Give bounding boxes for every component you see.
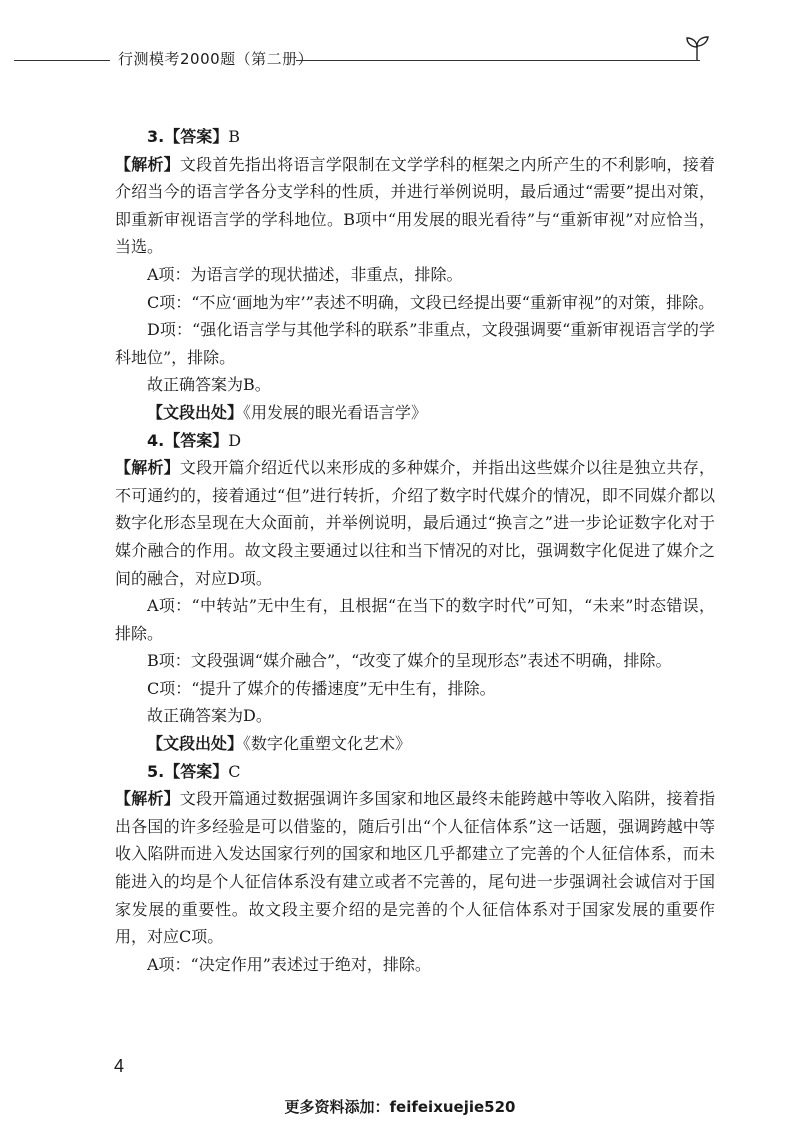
paragraph-text: C项：“提升了媒介的传播速度”无中生有，排除。: [147, 678, 496, 698]
paragraph-label: 3.【答案】: [147, 127, 229, 146]
paragraph-text: 《用发展的眼光看语言学》: [243, 402, 428, 422]
paragraph-text: A项：“决定作用”表述过于绝对，排除。: [147, 954, 431, 974]
paragraph-label: 4.【答案】: [147, 430, 229, 450]
paragraph-text: 文段首先指出将语言学限制在文学学科的框架之内所产生的不利影响，接着介绍当今的语言学各分支学科的性质，并进行举例说明，最后通过“需要”提出对策，即重新审视语言学的学科地位。B项中“用发展的眼光看待”与“重新审视”对应恰当，当选。: [115, 154, 715, 257]
paragraph-text: A项：“中转站”无中生有，且根据“在当下的数字时代”可知，“未来”时态错误，排除。: [115, 596, 715, 643]
paragraph-label: 【解析】: [115, 789, 180, 809]
paragraph-text: 文段开篇通过数据强调许多国家和地区最终未能跨越中等收入陷阱，接着指出各国的许多经验是可以借鉴的，随后引出“个人征信体系”这一话题，强调跨越中等收入陷阱而进入发达国家行列的国家和地区几乎都建立了完善的个人征信体系，而未能进入的均是个人征信体系没有建立或者不完善的，尾句进一步强调社会诚信对于国家发展的重要性。故文段主要介绍的是完善的个人征信体系对于国家发展的重要作用，对应C项。: [115, 789, 715, 947]
paragraph-text: A项：为语言学的现状描述，非重点，排除。: [147, 264, 463, 284]
paragraph: [115, 427, 715, 455]
paragraph-text: 《数字化重塑文化艺术》: [243, 734, 412, 754]
paragraph: [115, 702, 715, 730]
paragraph: [115, 371, 715, 399]
paragraph: [115, 647, 715, 675]
paragraph-label: 【文段出处】: [147, 402, 244, 422]
paragraph: [115, 123, 715, 151]
paragraph: [115, 261, 715, 289]
paragraph-text: B: [228, 127, 240, 146]
book-title: 行测模考2000题（第二册）: [118, 50, 314, 68]
footer-note: [0, 1096, 800, 1117]
paragraph-text: C项：“不应‘画地为牢’”表述不明确，文段已经提出要“重新审视”的对策，排除。: [147, 292, 715, 312]
paragraph-label: 【解析】: [115, 154, 180, 174]
sprout-icon: [682, 32, 712, 62]
paragraph: [115, 730, 715, 758]
paragraph: [115, 675, 715, 703]
header-rule-left: [14, 60, 110, 61]
paragraph-text: 故正确答案为D。: [147, 706, 272, 726]
paragraph-text: D项：“强化语言学与其他学科的联系”非重点，文段强调要“重新审视语言学的学科地位”，排除。: [115, 320, 715, 367]
page-number: 4: [114, 1056, 125, 1076]
running-header: [0, 46, 800, 70]
answer-explanations: [115, 123, 715, 978]
paragraph: [115, 289, 715, 317]
footer-contact: feifeixuejie520: [389, 1098, 516, 1116]
paragraph: [115, 454, 715, 592]
paragraph-text: B项：文段强调“媒介融合”，“改变了媒介的呈现形态”表述不明确，排除。: [147, 651, 672, 671]
paragraph: [115, 785, 715, 951]
paragraph: [115, 151, 715, 261]
footer-prefix: 更多资料添加：: [284, 1098, 390, 1116]
paragraph-text: D: [228, 430, 242, 450]
paragraph: [115, 951, 715, 979]
paragraph-label: 【解析】: [115, 458, 180, 478]
paragraph-text: C: [228, 761, 241, 781]
paragraph: [115, 316, 715, 371]
header-rule-right: [296, 60, 700, 61]
paragraph-label: 【文段出处】: [147, 734, 244, 754]
paragraph: [115, 399, 715, 427]
paragraph: [115, 592, 715, 647]
paragraph: [115, 758, 715, 786]
paragraph-text: 文段开篇介绍近代以来形成的多种媒介，并指出这些媒介以往是独立共存，不可通约的，接着通过“但”进行转折，介绍了数字时代媒介的情况，即不同媒介都以数字化形态呈现在大众面前，并举例说明，最后通过“换言之”进一步论证数字化对于媒介融合的作用。故文段主要通过以往和当下情况的对比，强调数字化促进了媒介之间的融合，对应D项。: [115, 458, 715, 588]
paragraph-label: 5.【答案】: [147, 761, 229, 781]
paragraph-text: 故正确答案为B。: [147, 375, 271, 395]
